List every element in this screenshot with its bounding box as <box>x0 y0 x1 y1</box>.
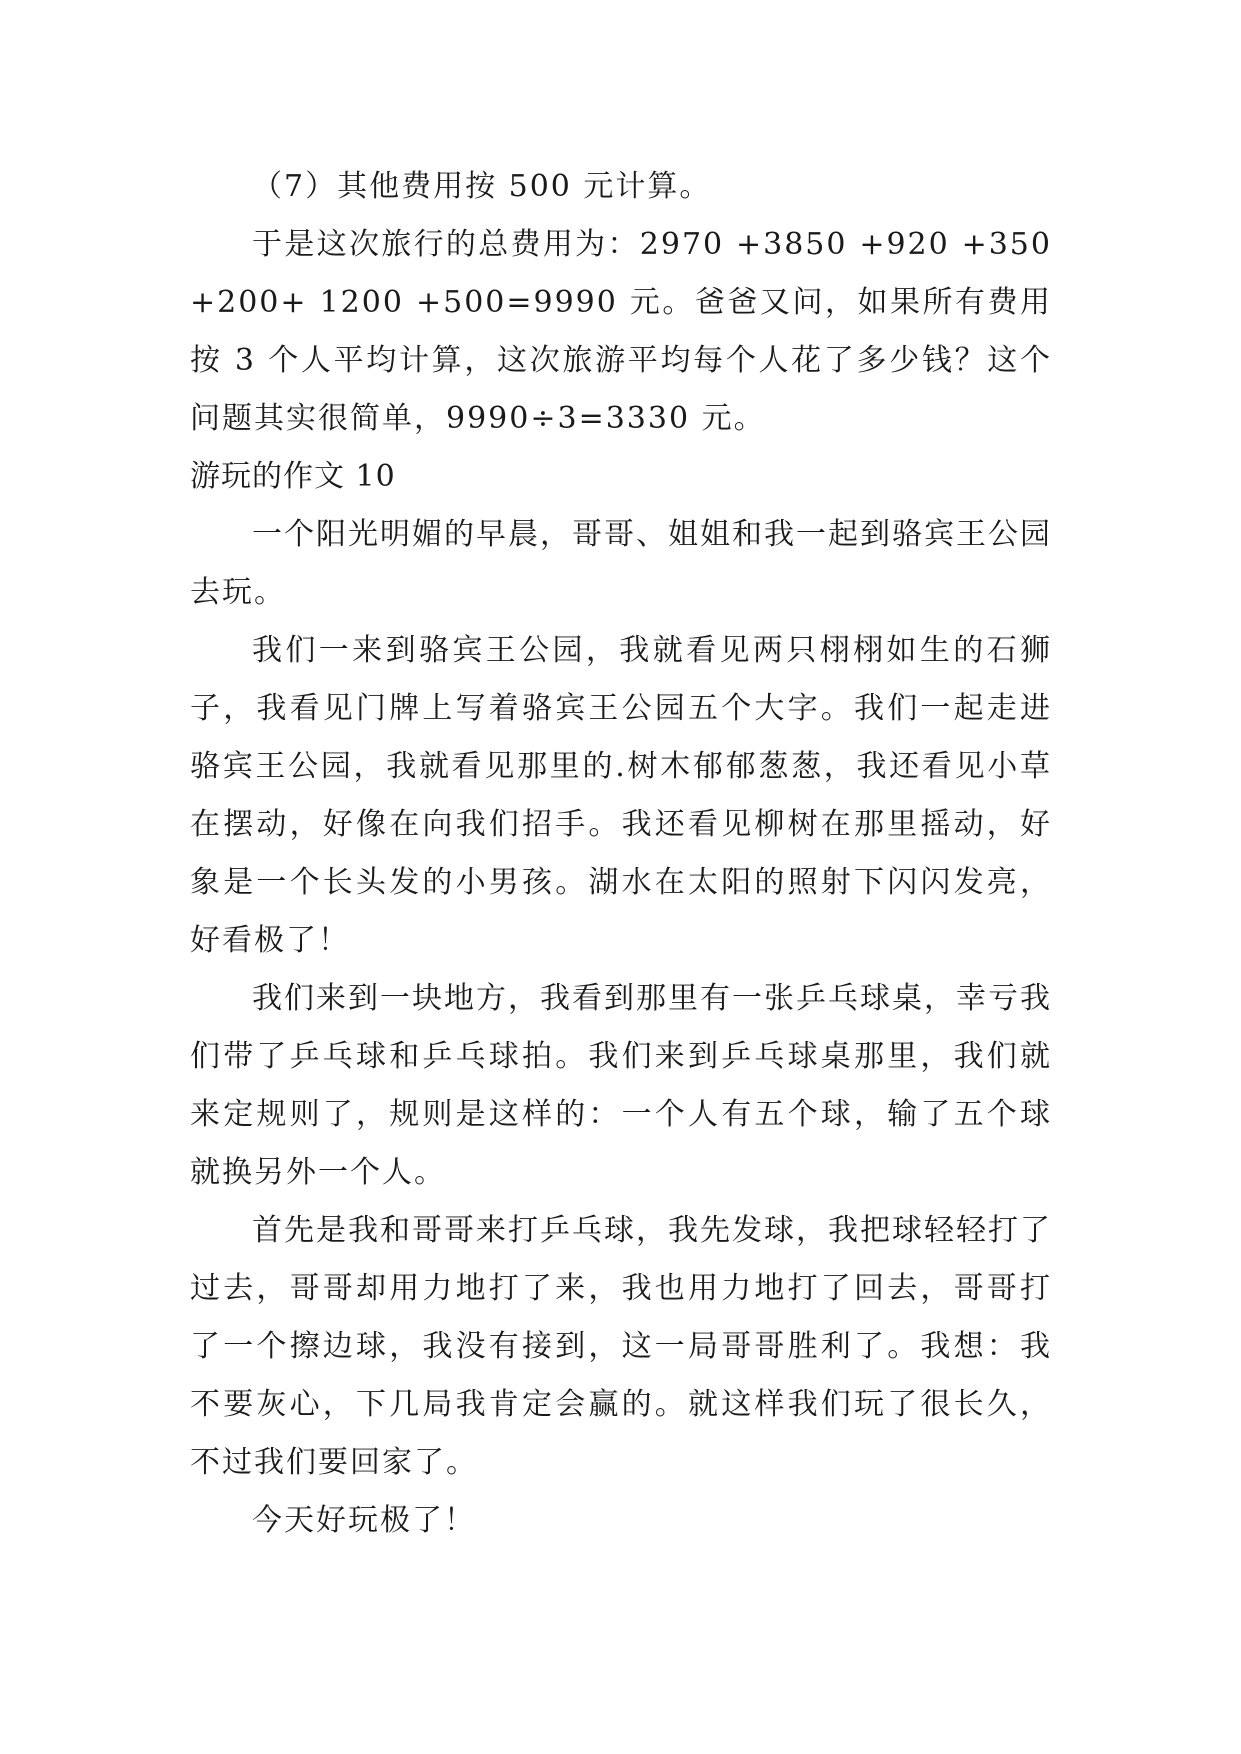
paragraph-table-tennis: 我们来到一块地方，我看到那里有一张乒乓球桌，幸亏我们带了乒乓球和乒乓球拍。我们来到乒乓球桌那里，我们就来定规则了，规则是这样的：一个人有五个球，输了五个球就换另外一个人。 <box>190 981 1052 1190</box>
document-body <box>190 158 1052 1550</box>
paragraph-total-cost: 于是这次旅行的总费用为：2970 +3850 +920 +350 +200+ 1200 +500=9990 元。爸爸又问，如果所有费用按 3 个人平均计算，这次旅游平均每个人花了多少钱？这个问题其实很简单，9990÷3=3330 元。 <box>190 227 1052 436</box>
paragraph-conclusion: 今天好玩极了！ <box>252 1503 476 1538</box>
paragraph-match: 首先是我和哥哥来打乒乓球，我先发球，我把球轻轻打了过去，哥哥却用力地打了来，我也用力地打了回去，哥哥打了一个擦边球，我没有接到，这一局哥哥胜利了。我想：我不要灰心，下几局我肯定会赢的。就这样我们玩了很长久，不过我们要回家了。 <box>190 1213 1052 1480</box>
paragraph-other-costs: （7）其他费用按 500 元计算。 <box>252 169 712 204</box>
paragraph-morning: 一个阳光明媚的早晨，哥哥、姐姐和我一起到骆宾王公园去玩。 <box>190 517 1052 610</box>
essay-heading: 游玩的作文 10 <box>190 459 396 494</box>
paragraph-park: 我们一来到骆宾王公园，我就看见两只栩栩如生的石狮子，我看见门牌上写着骆宾王公园五个大字。我们一起走进骆宾王公园，我就看见那里的.树木郁郁葱葱，我还看见小草在摆动，好像在向我们招手。我还看见柳树在那里摇动，好象是一个长头发的小男孩。湖水在太阳的照射下闪闪发亮，好看极了！ <box>190 633 1052 958</box>
